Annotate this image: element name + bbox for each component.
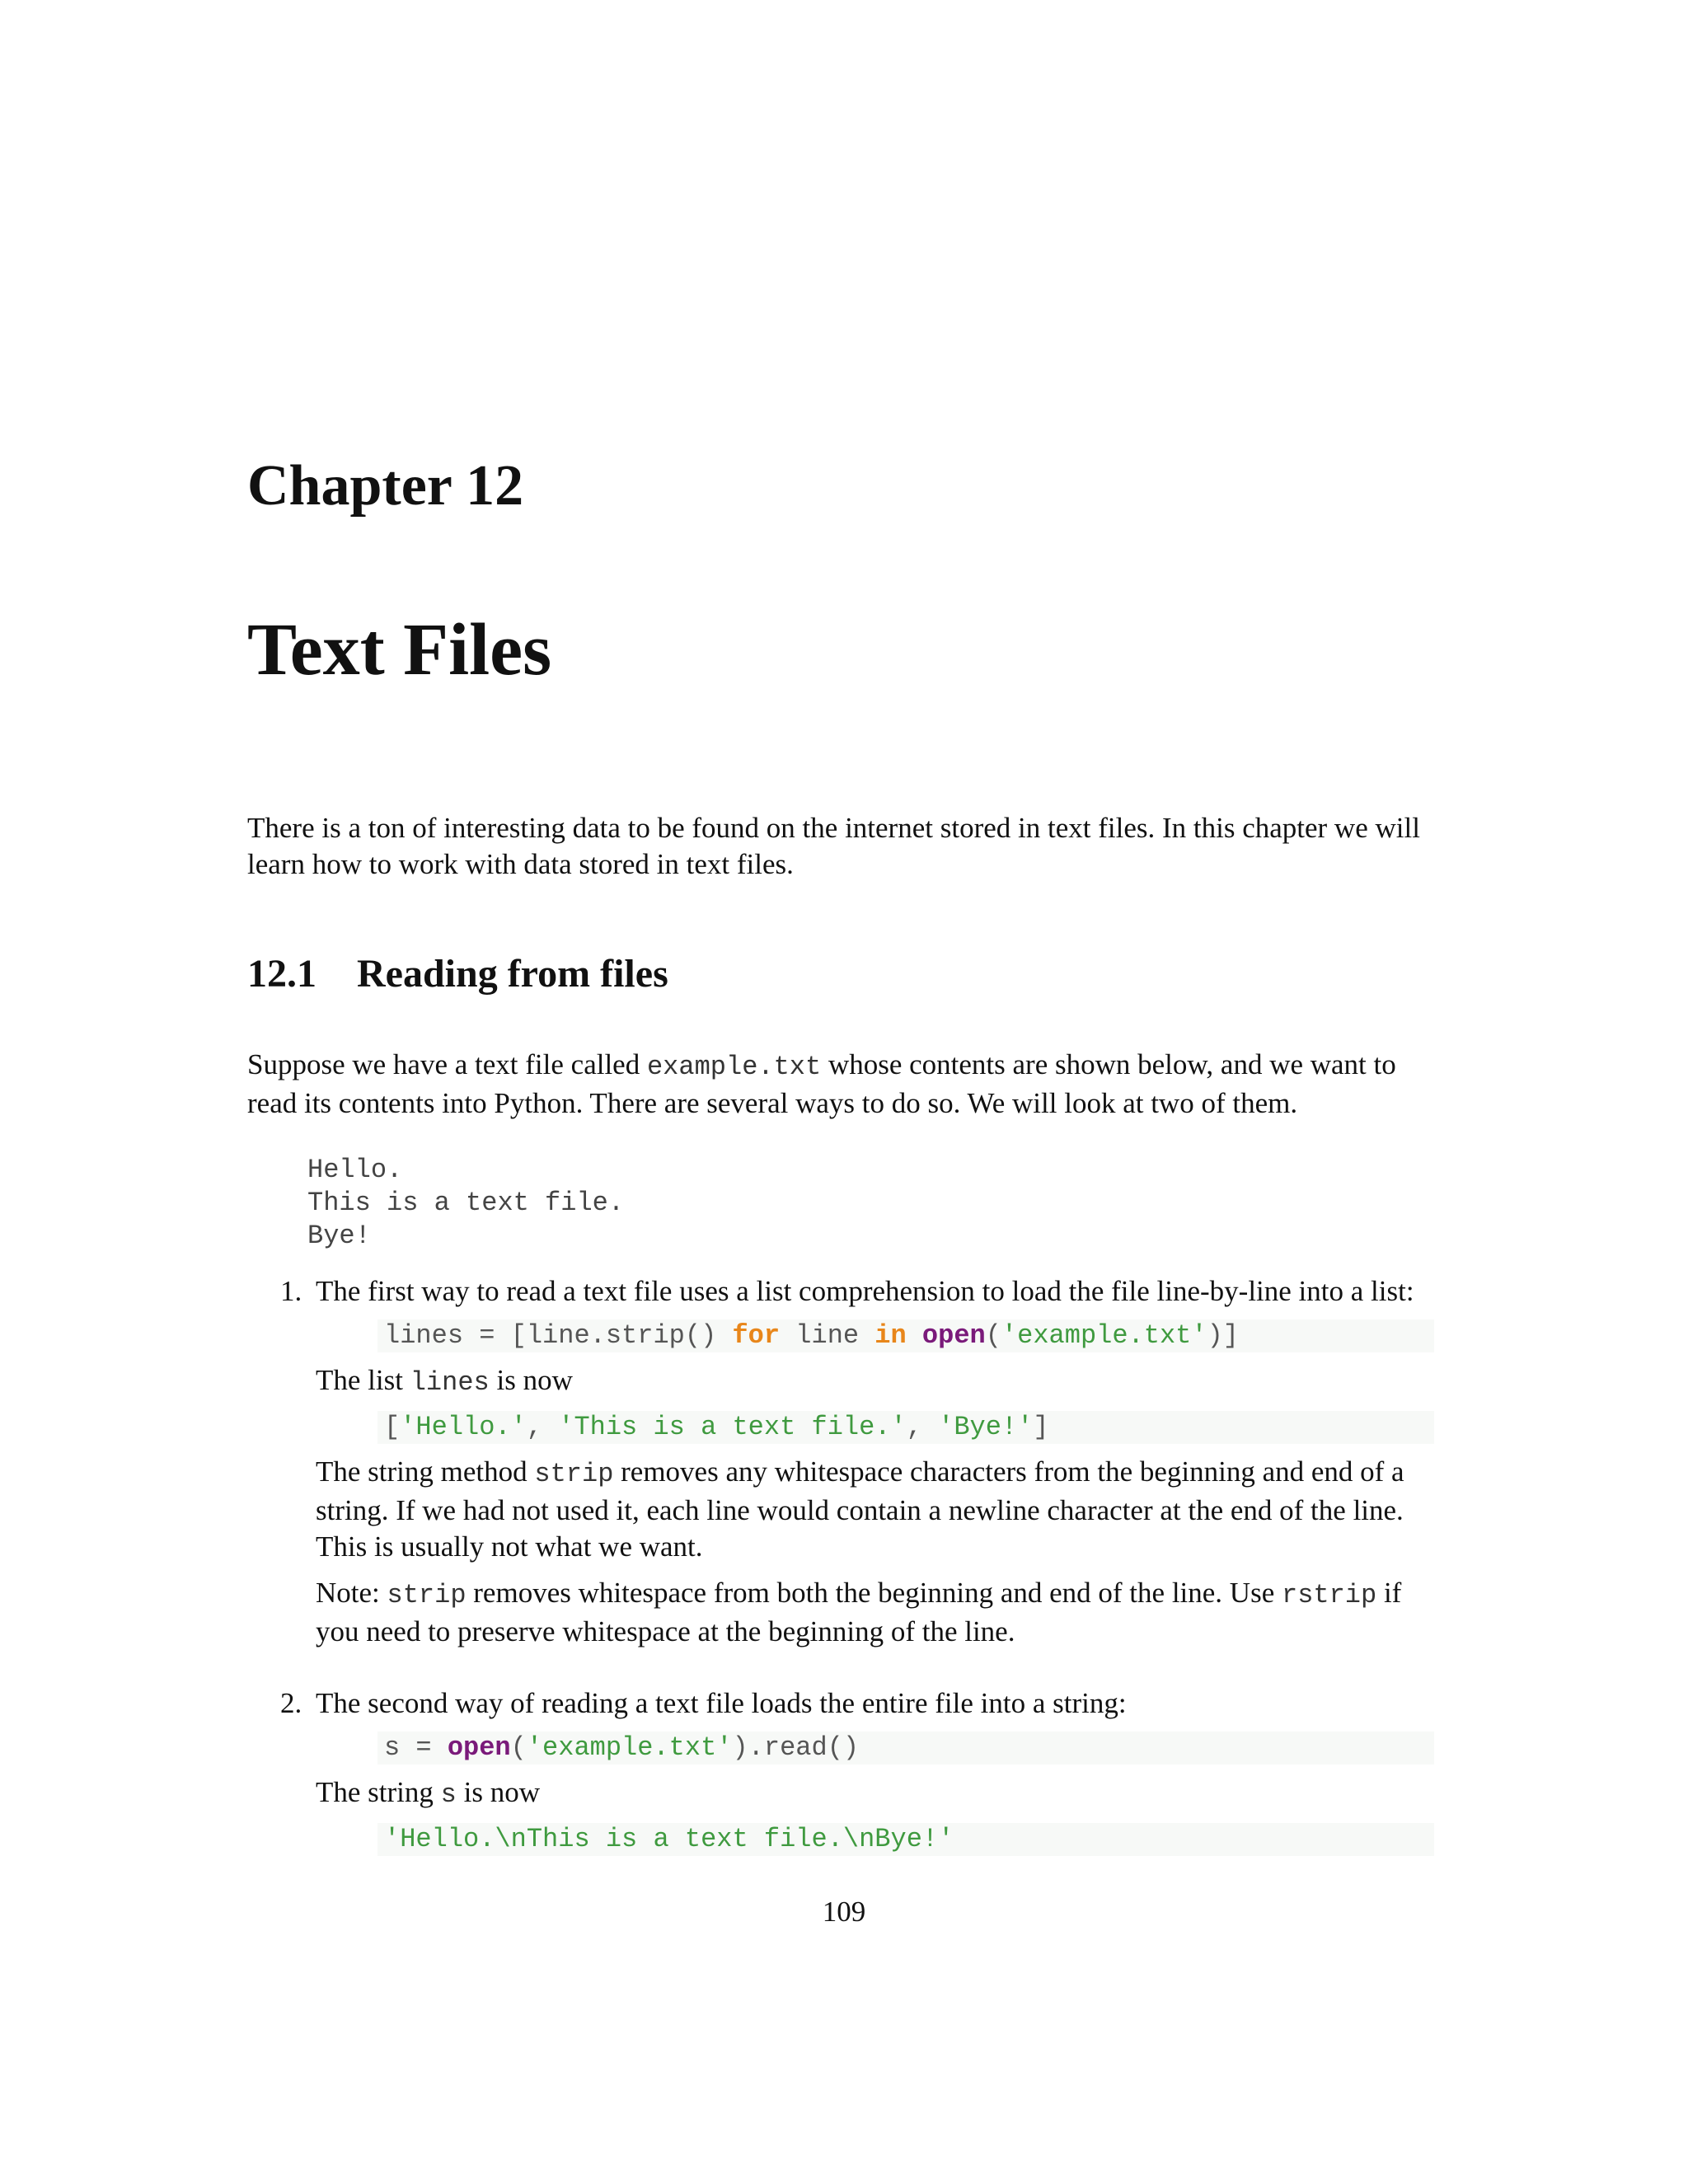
- item-text: The second way of reading a text file loads the entire file into a string:: [316, 1687, 1127, 1719]
- code-token: ,: [906, 1412, 939, 1442]
- text-run: The list: [316, 1364, 410, 1396]
- chapter-title: Text Files: [247, 609, 552, 691]
- inline-code: strip: [387, 1580, 467, 1610]
- item-text: [316, 1454, 1434, 1565]
- code-token: (: [510, 1732, 527, 1763]
- list-marker: 1.: [280, 1275, 302, 1307]
- file-description-paragraph: [247, 1047, 1434, 1122]
- code-keyword: for: [732, 1320, 781, 1351]
- text-run: is now: [489, 1364, 573, 1396]
- text-run: removes any whitespace characters from the beginning and end of a string. If we had not used it, each line would contain a newline character at the end of the line. This is usually not what we want.: [316, 1455, 1404, 1563]
- code-string: 'Bye!': [938, 1412, 1034, 1442]
- list-marker: 2.: [280, 1687, 302, 1719]
- inline-code: s: [440, 1779, 457, 1810]
- code-token: )]: [1207, 1320, 1239, 1351]
- code-token: s =: [384, 1732, 448, 1763]
- item-text: The first way to read a text file uses a list comprehension to load the file line-by-line into a list:: [316, 1275, 1414, 1307]
- item-text: [316, 1362, 1434, 1401]
- code-block: [377, 1319, 1434, 1352]
- code-token: ).read(): [732, 1732, 860, 1763]
- code-string: 'Hello.': [400, 1412, 527, 1442]
- note-text: [316, 1575, 1434, 1650]
- text-run: The string method: [316, 1455, 535, 1488]
- text-run: whose contents are shown below, and we want to read its contents into Python. There are several ways to do so. We will look at two of them.: [247, 1048, 1396, 1119]
- code-token: ,: [526, 1412, 559, 1442]
- inline-code: lines: [410, 1367, 490, 1398]
- intro-paragraph: There is a ton of interesting data to be found on the internet stored in text files. In this chapter we will learn how to work with data stored in text files.: [247, 812, 1420, 880]
- code-builtin: open: [447, 1732, 511, 1763]
- text-run: removes whitespace from both the beginning and end of the line. Use: [466, 1577, 1282, 1609]
- code-keyword: in: [874, 1320, 907, 1351]
- text-run: if you need to preserve whitespace at the beginning of the line.: [316, 1577, 1402, 1647]
- code-token: line: [780, 1320, 875, 1351]
- code-string: 'example.txt': [1001, 1320, 1207, 1351]
- code-token: (: [985, 1320, 1001, 1351]
- code-string: 'example.txt': [526, 1732, 733, 1763]
- code-builtin: open: [921, 1320, 986, 1351]
- code-string: 'This is a text file.': [558, 1412, 907, 1442]
- text-run: Note:: [316, 1577, 387, 1609]
- code-token: ]: [1033, 1412, 1049, 1442]
- text-run: is now: [456, 1776, 540, 1808]
- page-number: 109: [822, 1896, 866, 1928]
- file-contents-block: Hello. This is a text file. Bye!: [307, 1155, 625, 1251]
- code-block: [377, 1411, 1434, 1444]
- chapter-label: Chapter 12: [247, 454, 524, 518]
- code-block: [377, 1732, 1434, 1765]
- code-token: [907, 1320, 922, 1351]
- section-heading: [247, 950, 668, 998]
- inline-code: strip: [534, 1459, 614, 1489]
- inline-code: example.txt: [646, 1052, 822, 1082]
- inline-code: rstrip: [1281, 1580, 1377, 1610]
- code-token: lines = [line.strip(): [384, 1320, 733, 1351]
- section-title: Reading from files: [357, 952, 668, 996]
- code-token: [: [384, 1412, 401, 1442]
- item-text: [316, 1774, 1434, 1813]
- text-run: The string: [316, 1776, 441, 1808]
- code-string: 'Hello.\nThis is a text file.\nBye!': [384, 1824, 954, 1854]
- text-run: Suppose we have a text file called: [247, 1048, 647, 1080]
- code-block: [377, 1823, 1434, 1856]
- section-number: 12.1: [247, 952, 316, 996]
